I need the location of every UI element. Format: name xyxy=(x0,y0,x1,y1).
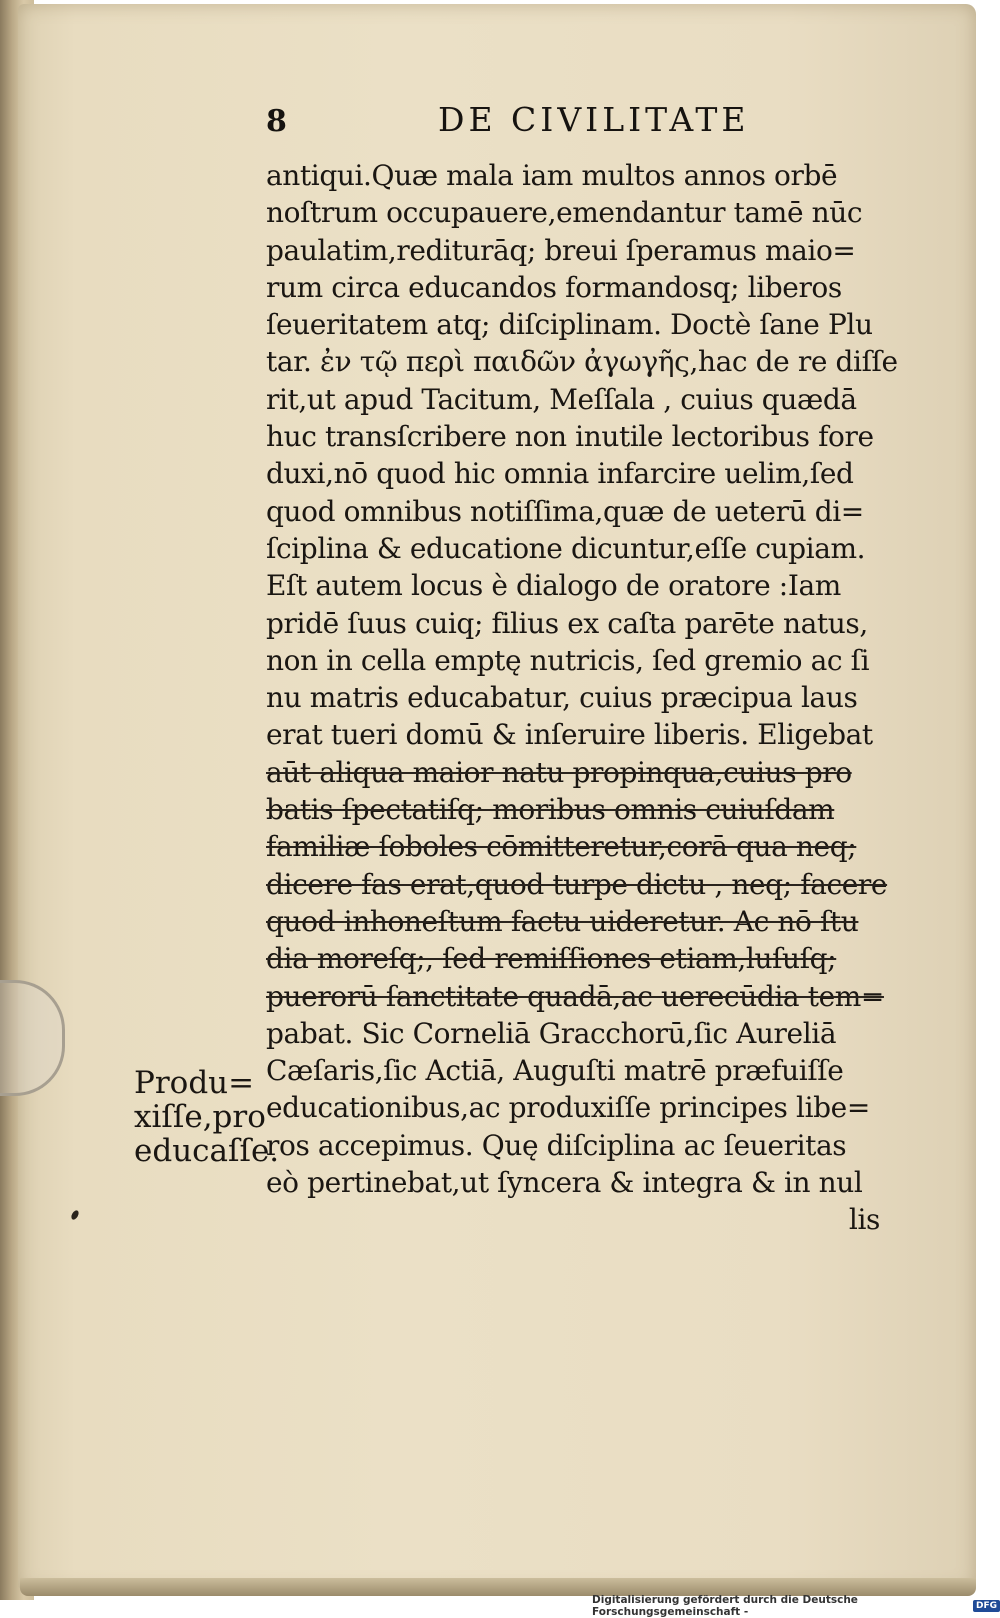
margin-note-line: Produ= xyxy=(134,1065,255,1101)
dfg-logo-icon: DFG xyxy=(973,1600,1000,1612)
text-line: educationibus,ac produxiſſe principes libe= xyxy=(266,1091,870,1125)
body-text xyxy=(266,157,906,1239)
text-line: quod omnibus notiſſima,quæ de ueterū di= xyxy=(266,494,864,528)
text-line: dicere fas erat,quod turpe dictu , neq; facere xyxy=(266,867,888,901)
text-line: Cæſaris,ſic Actiā, Auguſti matrē præfuiſſe xyxy=(266,1054,844,1088)
text-line: Eſt autem locus è dialogo de oratore :Iam xyxy=(266,569,841,603)
text-line: familiæ ſoboles cōmitteretur,corā qua neq; xyxy=(266,830,857,864)
text-line: paulatim,rediturāq; breui ſperamus maio= xyxy=(266,233,856,267)
text-line: huc transſcribere non inutile lectoribus fore xyxy=(266,420,874,454)
text-line: aūt aliqua maior natu propinqua,cuius pro xyxy=(266,755,852,789)
text-line: batis ſpectatiſq; moribus omnis cuiuſdam xyxy=(266,793,835,827)
margin-note xyxy=(134,1065,280,1169)
text-line: erat tueri domū & inſeruire liberis. Eligebat xyxy=(266,718,873,752)
page-number: 8 xyxy=(266,104,287,139)
text-line: eò pertinebat,ut ſyncera & integra & in nul xyxy=(266,1166,863,1200)
text-line: quod inhoneſtum factu uideretur. Ac nō ſtu xyxy=(266,904,859,938)
text-line: pabat. Sic Corneliā Gracchorū,ſic Aureliā xyxy=(266,1016,837,1050)
text-line: ros accepimus. Quę diſciplina ac ſeueritas xyxy=(266,1128,847,1162)
text-line: ſciplina & educatione dicuntur,eſſe cupiam. xyxy=(266,531,866,565)
digitization-footer xyxy=(592,1594,1000,1618)
text-line: nu matris educabatur, cuius præcipua laus xyxy=(266,681,858,715)
footer-credit: Digitalisierung gefördert durch die Deutsche Forschungsgemeinschaft - xyxy=(592,1594,858,1618)
text-line: ſeueritatem atq; diſciplinam. Doctè ſane Plu xyxy=(266,308,873,342)
text-line: noſtrum occupauere,emendantur tamē nūc xyxy=(266,196,863,230)
text-line: duxi,nō quod hic omnia infarcire uelim,ſed xyxy=(266,457,854,491)
margin-note-line: educaſſe. xyxy=(134,1133,280,1169)
text-line: lis xyxy=(848,1203,880,1237)
page-header xyxy=(0,100,1000,140)
text-line: rit,ut apud Tacitum, Meſſala , cuius quædā xyxy=(266,382,857,416)
text-line: dia moreſq;, ſed remiſſiones etiam,luſuſq; xyxy=(266,942,837,976)
text-line: rum circa educandos formandosq; liberos xyxy=(266,270,842,304)
text-line: tar. ἐν τῷ περὶ παιδῶν ἀγωγῆς,hac de re diſſe xyxy=(266,345,898,379)
running-title: DE CIVILITATE xyxy=(438,100,750,139)
margin-note-line: xiſſe,pro xyxy=(134,1099,266,1135)
text-line: pridē ſuus cuiq; filius ex caſta parēte natus, xyxy=(266,606,868,640)
text-line: antiqui.Quæ mala iam multos annos orbē xyxy=(266,159,838,192)
text-line: puerorū ſanctitate quadā,ac uerecūdia tem= xyxy=(266,979,884,1013)
text-line: non in cella emptę nutricis, ſed gremio ac ſi xyxy=(266,643,870,677)
